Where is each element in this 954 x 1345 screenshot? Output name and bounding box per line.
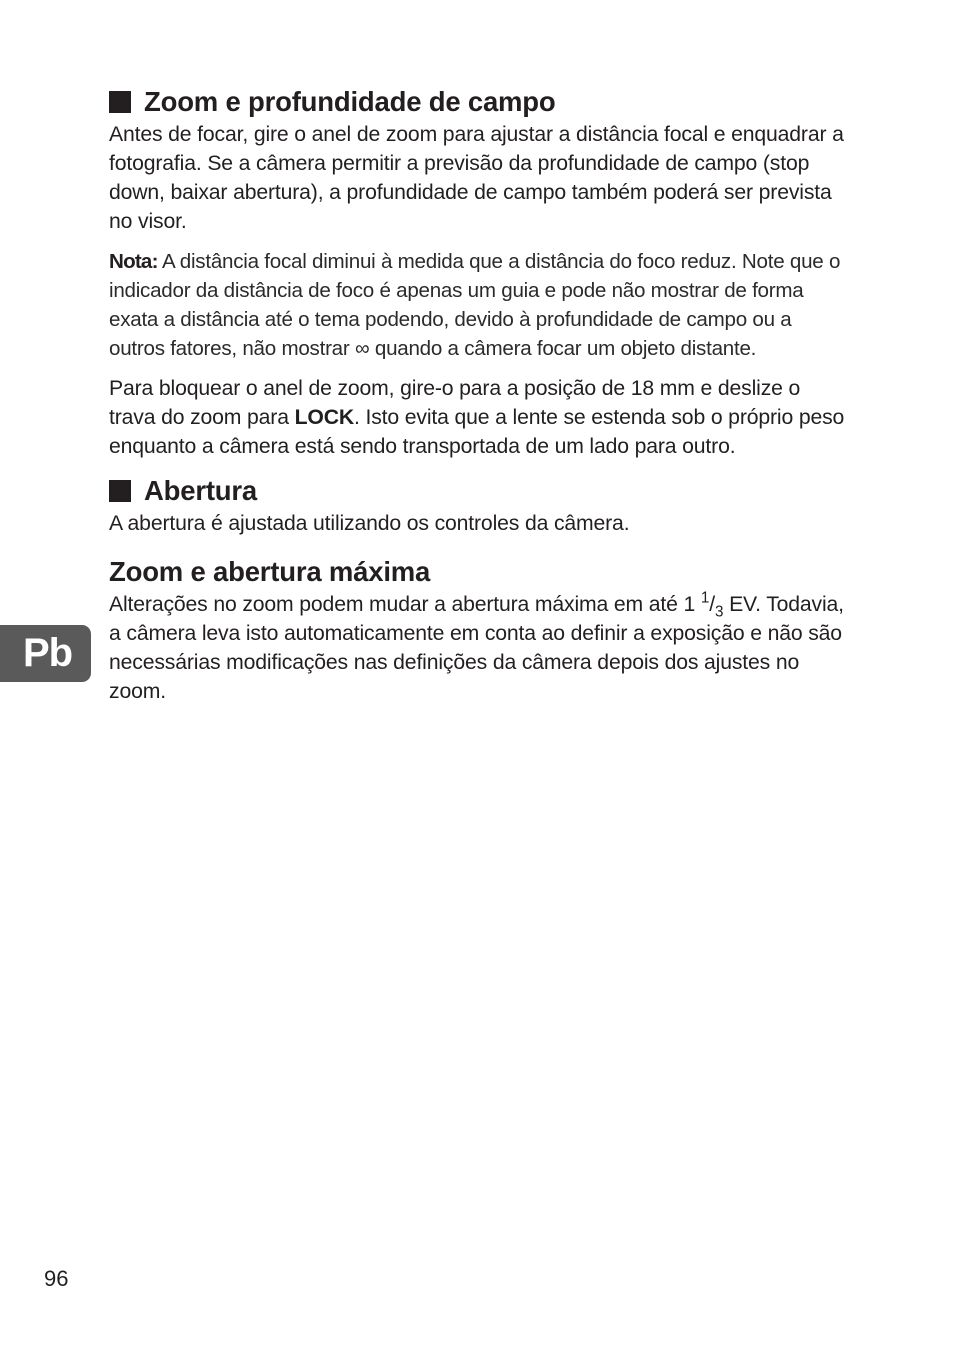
section-heading-aperture	[109, 473, 849, 509]
fraction-numerator: 1	[700, 589, 710, 607]
section-heading-text: Abertura	[144, 475, 258, 506]
section-heading-text: Zoom e profundidade de campo	[144, 86, 556, 117]
section-heading-zoom-max-aperture: Zoom e abertura máxima	[109, 556, 431, 587]
page-number: 96	[44, 1266, 69, 1291]
square-bullet-icon	[109, 480, 131, 502]
note-paragraph	[109, 247, 849, 363]
zoom-lock-paragraph	[109, 374, 849, 461]
max-aperture-paragraph	[109, 590, 849, 706]
lock-keyword: LOCK	[294, 406, 355, 429]
section-heading-zoom-depth	[109, 84, 849, 120]
aperture-paragraph: A abertura é ajustada utilizando os controles da câmera.	[109, 512, 630, 535]
fraction-denominator: 3	[715, 603, 724, 621]
zoom-lock-text-after: . Isto evita que a lente se estenda sob o próprio peso enquanto a câmera está sendo transportada de um lado para outro.	[109, 406, 845, 458]
zoom-lock-text-before: Para bloquear o anel de zoom, gire-o para a posição de 18 mm e deslize o trava do zoom para	[109, 377, 801, 429]
note-text: A distância focal diminui à medida que a distância do foco reduz. Note que o indicador da distância de foco é apenas um guia e pode não mostrar de forma exata a distância até o tema podendo, devido à profundidade de campo ou a outros fatores, não mostrar ∞ quando a câmera focar um objeto distante.	[109, 250, 841, 360]
note-label: Nota:	[109, 250, 158, 273]
language-tab: Pb	[0, 625, 91, 682]
max-aperture-text-before: Alterações no zoom podem mudar a abertura máxima em até 1	[109, 593, 701, 616]
square-bullet-icon	[109, 91, 131, 113]
max-aperture-text-after: EV. Todavia, a câmera leva isto automaticamente em conta ao definir a exposição e não são necessárias modificações nas definições da câmera depois dos ajustes no zoom.	[109, 593, 844, 703]
page-content	[109, 84, 849, 706]
fraction-slash: /	[709, 593, 715, 616]
zoom-depth-paragraph: Antes de focar, gire o anel de zoom para ajustar a distância focal e enquadrar a fotografia. Se a câmera permitir a previsão da profundidade de campo (stop down, baixar abertura), a profundidade de campo também poderá ser prevista no visor.	[109, 123, 844, 233]
